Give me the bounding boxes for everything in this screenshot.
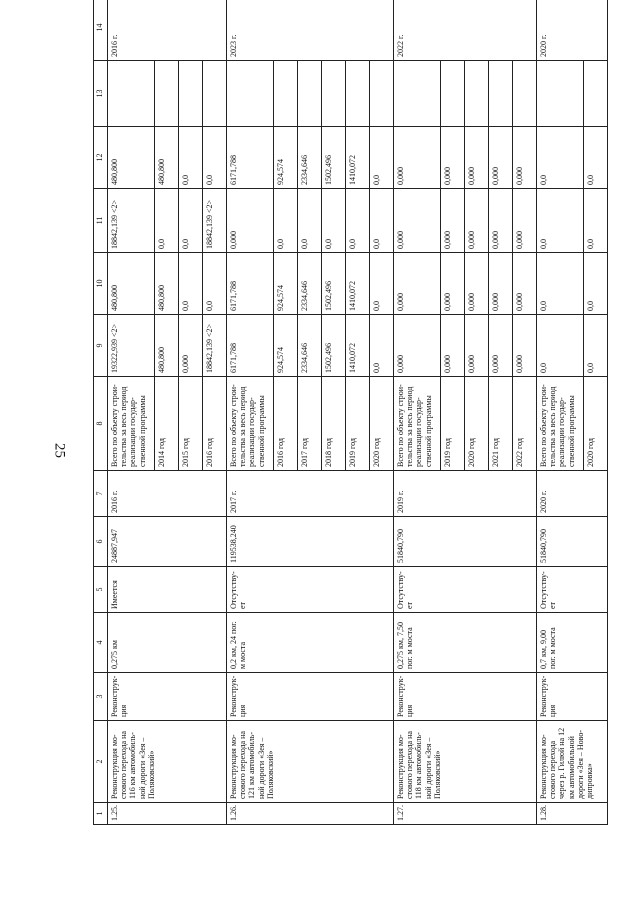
total-amount: 6171,788 xyxy=(227,315,274,377)
local-budget-amount: 0,000 xyxy=(513,127,537,189)
other-sources-amount xyxy=(203,61,227,127)
column-number: 8 xyxy=(94,377,108,471)
total-amount: 0,000 xyxy=(465,315,489,377)
page-number: 25 xyxy=(51,443,68,458)
other-sources-amount xyxy=(513,61,537,127)
local-budget-amount: 0,0 xyxy=(537,127,584,189)
local-budget-amount: 0,000 xyxy=(489,127,513,189)
other-sources-amount xyxy=(441,61,465,127)
local-budget-amount: 6171,788 xyxy=(227,127,274,189)
start-year: 2019 г. xyxy=(394,471,537,517)
total-amount: 0,0 xyxy=(584,315,608,377)
funding-period-label: Всего по объекту строи-тельства за весь период реализации государ-ственной программы xyxy=(227,377,274,471)
object-name: Реконструкция мо-стового перехода на 118 км автомобиль-ной дороги «Зея – Поляковский» xyxy=(394,721,537,803)
other-sources-amount xyxy=(465,61,489,127)
total-amount: 2334,646 xyxy=(298,315,322,377)
capacity: 0,7 км, 9,00 пог. м моста xyxy=(537,613,608,673)
capacity: 0,275 км, 7,50 пог. м моста xyxy=(394,613,537,673)
local-budget-amount: 0,000 xyxy=(465,127,489,189)
regional-budget-amount: 0,0 xyxy=(203,253,227,315)
end-year: 2023 г. xyxy=(227,0,394,61)
start-year: 2020 г. xyxy=(537,471,608,517)
start-year: 2017 г. xyxy=(227,471,394,517)
column-number: 14 xyxy=(94,0,108,61)
rotated-table-container xyxy=(93,23,595,825)
table-row xyxy=(394,0,441,825)
total-amount: 1410,072 xyxy=(346,315,370,377)
object-number: 1.27. xyxy=(394,803,537,825)
funding-period-label: 2020 год xyxy=(370,377,394,471)
total-amount: 0,000 xyxy=(441,315,465,377)
regional-budget-amount: 480,800 xyxy=(155,253,179,315)
total-amount: 0,0 xyxy=(537,315,584,377)
local-budget-amount: 480,800 xyxy=(155,127,179,189)
federal-budget-amount: 0,000 xyxy=(465,189,489,253)
other-sources-amount xyxy=(179,61,203,127)
total-amount: 1502,496 xyxy=(322,315,346,377)
federal-budget-amount: 0,000 xyxy=(441,189,465,253)
funding-period-label: Всего по объекту строи-тельства за весь период реализации государ-ственной программы xyxy=(108,377,155,471)
funding-period-label: Всего по объекту строи-тельства за весь период реализации государ-ственной программы xyxy=(394,377,441,471)
total-amount: 0,000 xyxy=(513,315,537,377)
regional-budget-amount: 480,800 xyxy=(108,253,155,315)
construction-objects-table xyxy=(93,0,608,825)
total-amount: 0,000 xyxy=(179,315,203,377)
end-year: 2016 г. xyxy=(108,0,227,61)
regional-budget-amount: 1502,496 xyxy=(322,253,346,315)
federal-budget-amount: 18842,139 <2> xyxy=(203,189,227,253)
column-number: 2 xyxy=(94,721,108,803)
local-budget-amount: 0,0 xyxy=(370,127,394,189)
local-budget-amount: 0,000 xyxy=(441,127,465,189)
local-budget-amount: 0,0 xyxy=(179,127,203,189)
other-sources-amount xyxy=(370,61,394,127)
federal-budget-amount: 0,0 xyxy=(274,189,298,253)
total-amount: 924,574 xyxy=(274,315,298,377)
funding-period-label: 2014 год xyxy=(155,377,179,471)
total-amount: 0,000 xyxy=(394,315,441,377)
estimated-cost: 51840,790 xyxy=(394,517,537,567)
design-documentation: Отсутству-ет xyxy=(537,567,608,613)
work-type: Реконструк-ция xyxy=(227,673,394,721)
federal-budget-amount: 0,000 xyxy=(227,189,274,253)
column-number: 7 xyxy=(94,471,108,517)
total-amount: 18842,139 <2> xyxy=(203,315,227,377)
estimated-cost: 24887,947 xyxy=(108,517,227,567)
object-name: Реконструкция мо-стового перехода на 116 км автомобиль-ной дороги «Зея – Поляковский» xyxy=(108,721,227,803)
regional-budget-amount: 0,0 xyxy=(537,253,584,315)
column-number: 11 xyxy=(94,189,108,253)
capacity: 0,275 км xyxy=(108,613,227,673)
other-sources-amount xyxy=(322,61,346,127)
column-number: 4 xyxy=(94,613,108,673)
federal-budget-amount: 0,0 xyxy=(322,189,346,253)
estimated-cost: 51840,790 xyxy=(537,517,608,567)
table-row xyxy=(108,0,155,825)
local-budget-amount: 1410,072 xyxy=(346,127,370,189)
table-row xyxy=(537,0,584,825)
regional-budget-amount: 2334,646 xyxy=(298,253,322,315)
local-budget-amount: 0,0 xyxy=(203,127,227,189)
regional-budget-amount: 0,0 xyxy=(179,253,203,315)
regional-budget-amount: 0,000 xyxy=(465,253,489,315)
local-budget-amount: 0,000 xyxy=(394,127,441,189)
object-name: Реконструкция мо-стового перехода на 121 км автомобиль-ной дороги «Зея – Поляковский» xyxy=(227,721,394,803)
federal-budget-amount: 0,0 xyxy=(370,189,394,253)
federal-budget-amount: 0,0 xyxy=(298,189,322,253)
column-number: 5 xyxy=(94,567,108,613)
other-sources-amount xyxy=(584,61,608,127)
other-sources-amount xyxy=(274,61,298,127)
funding-period-label: 2016 год xyxy=(203,377,227,471)
other-sources-amount xyxy=(489,61,513,127)
column-number: 3 xyxy=(94,673,108,721)
regional-budget-amount: 6171,788 xyxy=(227,253,274,315)
column-number: 6 xyxy=(94,517,108,567)
other-sources-amount xyxy=(537,61,584,127)
design-documentation: Отсутству-ет xyxy=(394,567,537,613)
regional-budget-amount: 0,000 xyxy=(394,253,441,315)
design-documentation: Отсутству-ет xyxy=(227,567,394,613)
federal-budget-amount: 0,0 xyxy=(155,189,179,253)
other-sources-amount xyxy=(394,61,441,127)
regional-budget-amount: 924,574 xyxy=(274,253,298,315)
funding-period-label: 2016 год xyxy=(274,377,298,471)
column-number: 9 xyxy=(94,315,108,377)
funding-period-label: 2015 год xyxy=(179,377,203,471)
federal-budget-amount: 0,0 xyxy=(584,189,608,253)
header-row xyxy=(94,0,108,825)
end-year: 2022 г. xyxy=(394,0,537,61)
other-sources-amount xyxy=(346,61,370,127)
local-budget-amount: 480,800 xyxy=(108,127,155,189)
federal-budget-amount: 0,0 xyxy=(179,189,203,253)
local-budget-amount: 1502,496 xyxy=(322,127,346,189)
total-amount: 480,800 xyxy=(155,315,179,377)
federal-budget-amount: 0,0 xyxy=(346,189,370,253)
funding-period-label: 2017 год xyxy=(298,377,322,471)
column-number: 10 xyxy=(94,253,108,315)
regional-budget-amount: 0,0 xyxy=(584,253,608,315)
funding-period-label: Всего по объекту строи-тельства за весь период реализации государ-ственной программы xyxy=(537,377,584,471)
federal-budget-amount: 0,0 xyxy=(537,189,584,253)
end-year: 2020 г. xyxy=(537,0,608,61)
funding-period-label: 2021 год xyxy=(489,377,513,471)
capacity: 0,2 км, 24 пог. м моста xyxy=(227,613,394,673)
funding-period-label: 2019 год xyxy=(441,377,465,471)
estimated-cost: 119538,240 xyxy=(227,517,394,567)
object-number: 1.25. xyxy=(108,803,227,825)
column-number: 1 xyxy=(94,803,108,825)
regional-budget-amount: 0,0 xyxy=(370,253,394,315)
other-sources-amount xyxy=(298,61,322,127)
funding-period-label: 2018 год xyxy=(322,377,346,471)
local-budget-amount: 924,574 xyxy=(274,127,298,189)
federal-budget-amount: 0,000 xyxy=(489,189,513,253)
object-number: 1.28. xyxy=(537,803,608,825)
table-row xyxy=(227,0,274,825)
work-type: Реконструк-ция xyxy=(537,673,608,721)
total-amount: 0,000 xyxy=(489,315,513,377)
total-amount: 0,0 xyxy=(370,315,394,377)
funding-period-label: 2020 год xyxy=(465,377,489,471)
funding-period-label: 2020 год xyxy=(584,377,608,471)
funding-period-label: 2019 год xyxy=(346,377,370,471)
regional-budget-amount: 0,000 xyxy=(513,253,537,315)
column-number: 13 xyxy=(94,61,108,127)
object-number: 1.26. xyxy=(227,803,394,825)
column-number: 12 xyxy=(94,127,108,189)
work-type: Реконструк-ция xyxy=(394,673,537,721)
local-budget-amount: 2334,646 xyxy=(298,127,322,189)
federal-budget-amount: 0,000 xyxy=(513,189,537,253)
total-amount: 19322,939 <2> xyxy=(108,315,155,377)
regional-budget-amount: 0,000 xyxy=(489,253,513,315)
other-sources-amount xyxy=(108,61,155,127)
work-type: Реконструк-ция xyxy=(108,673,227,721)
object-name: Реконструкция мо-стового перехода через р. Гилюй на 12 км автомобильной дороги «Зея – Ново-дипровка» xyxy=(537,721,608,803)
design-documentation: Имеется xyxy=(108,567,227,613)
federal-budget-amount: 18842,139 <2> xyxy=(108,189,155,253)
start-year: 2016 г. xyxy=(108,471,227,517)
federal-budget-amount: 0,000 xyxy=(394,189,441,253)
regional-budget-amount: 0,000 xyxy=(441,253,465,315)
table-rotated xyxy=(93,23,595,825)
funding-period-label: 2022 год xyxy=(513,377,537,471)
regional-budget-amount: 1410,072 xyxy=(346,253,370,315)
local-budget-amount: 0,0 xyxy=(584,127,608,189)
other-sources-amount xyxy=(227,61,274,127)
other-sources-amount xyxy=(155,61,179,127)
